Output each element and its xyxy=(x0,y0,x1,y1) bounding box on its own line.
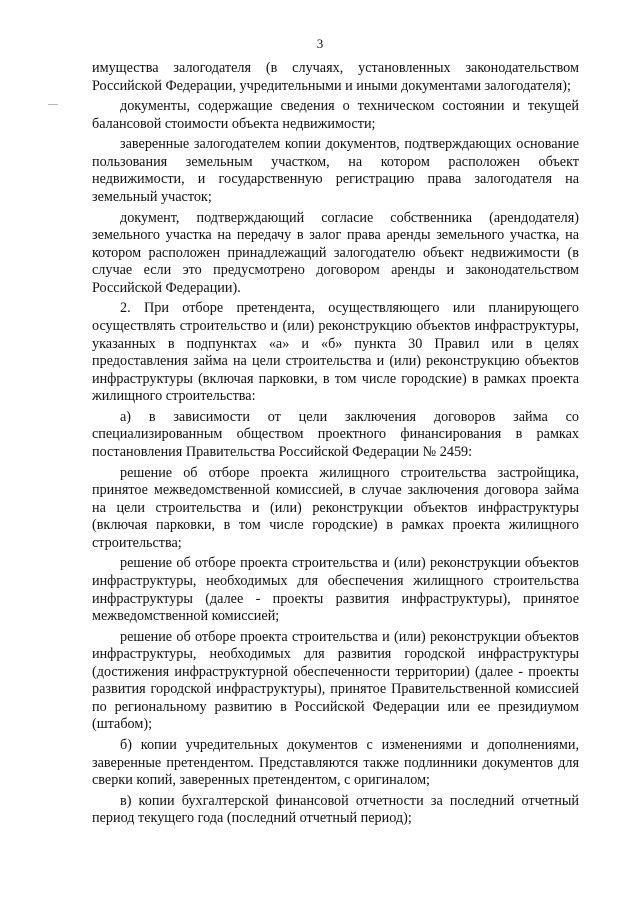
paragraph-7: решение об отборе проекта жилищного строительства застройщика, принятое межведомственной комиссией, в случае заключения договора займа на цели строительства и (или) реконструкции объектов инфраструктуры (включая парковки, в том числе городские) в рамках проекта жилищного строительства; xyxy=(92,464,579,551)
paragraph-11: в) копии бухгалтерской финансовой отчетности за последний отчетный период текущего года (последний отчетный период); xyxy=(92,792,579,827)
document-body xyxy=(92,60,579,831)
paragraph-9: решение об отборе проекта строительства и (или) реконструкции объектов инфраструктуры, необходимых для развития городской инфраструктуры (достижения инфраструктурной обеспеченности территории) (далее - проекты развития городской инфраструктуры), принятое Правительственной комиссией по региональному развитию в Российской Федерации или ее президиумом (штабом); xyxy=(92,628,579,733)
paragraph-4: документ, подтверждающий согласие собственника (арендодателя) земельного участка на передачу в залог права аренды земельного участка, на котором расположен принадлежащий залогодателю объект недвижимости (в случае если это предусмотрено договором аренды и законодательством Российской Федерации). xyxy=(92,209,579,296)
paragraph-10: б) копии учредительных документов с изменениями и дополнениями, заверенные претендентом. Представляются также подлинники документов для сверки копий, заверенных претендентом, с оригиналом; xyxy=(92,737,579,789)
paragraph-6: а) в зависимости от цели заключения договоров займа со специализированным обществом проектного финансирования в рамках постановления Правительства Российской Федерации № 2459: xyxy=(92,408,579,460)
paragraph-8: решение об отборе проекта строительства и (или) реконструкции объектов инфраструктуры, необходимых для обеспечения жилищного строительства инфраструктуры (далее - проекты развития инфраструктуры), принятое межведомственной комиссией; xyxy=(92,555,579,625)
paragraph-5: 2. При отборе претендента, осуществляющего или планирующего осуществлять строительство и (или) реконструкцию объектов инфраструктуры, указанных в подпунктах «а» и «б» пункта 30 Правил или в целях предоставления займа на цели строительства и (или) реконструкцию объектов инфраструктуры (включая парковки, в том числе городские) в рамках проекта жилищного строительства: xyxy=(92,300,579,405)
paragraph-1: имущества залогодателя (в случаях, установленных законодательством Российской Федерации, учредительными и иными документами залогодателя); xyxy=(92,60,579,94)
page-number: 3 xyxy=(316,36,324,51)
paragraph-2: документы, содержащие сведения о техническом состоянии и текущей балансовой стоимости объекта недвижимости; xyxy=(92,98,579,132)
paragraph-3: заверенные залогодателем копии документов, подтверждающих основание пользования земельным участком, на котором расположен объект недвижимости, и государственную регистрацию права залогодателя на земельный участок; xyxy=(92,136,579,206)
margin-mark xyxy=(48,104,58,105)
